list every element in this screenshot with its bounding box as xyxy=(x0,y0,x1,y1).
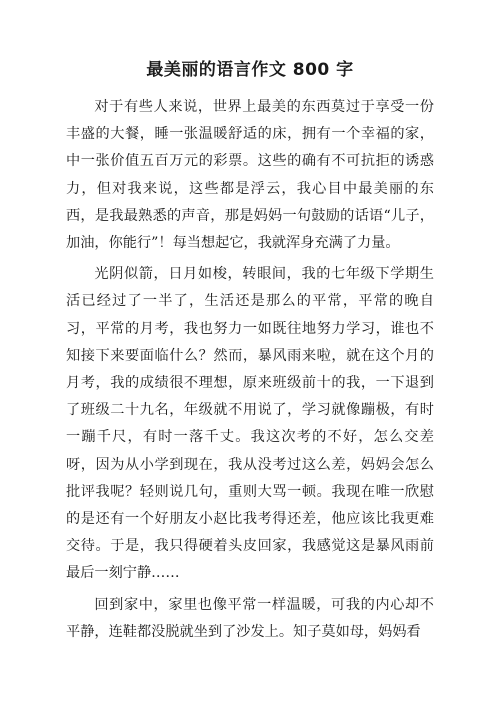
paragraph-2: 光阴似箭，日月如梭，转眼间，我的七年级下学期生活已经过了一半了，生活还是那么的平常，平常的晚自习，平常的月考，我也努力一如既往地努力学习，谁也不知接下来要面临什么？然而，暴风雨来啦，就在这个月的月考，我的成绩很不理想，原来班级前十的我，一下退到了班级二十九名，年级就不用说了，学习就像蹦极，有时一蹦千尺，有时一落千丈。我这次考的不好，怎么交差呀，因为从小学到现在，我从没考过这么差，妈妈会怎么批评我呢？轻则说几句，重则大骂一顿。我现在唯一欣慰的是还有一个好朋友小赵比我考得还差，他应该比我更难交待。于是，我只得硬着头皮回家，我感觉这是暴风雨前最后一刻宁静…… xyxy=(66,266,434,582)
document-title: 最美丽的语言作文 800 字 xyxy=(146,60,354,80)
paragraph-1: 对于有些人来说，世界上最美的东西莫过于享受一份丰盛的大餐，睡一张温暖舒适的床，拥有一个幸福的家，中一张价值五百万元的彩票。这些的确有不可抗拒的诱惑力，但对我来说，这些都是浮云，我心目中最美丽的东西，是我最熟悉的声音，那是妈妈一句鼓励的话语“儿子，加油，你能行”！每当想起它，我就浑身充满了力量。 xyxy=(66,99,434,252)
paragraph-3: 回到家中，家里也像平常一样温暖，可我的内心却不平静，连鞋都没脱就坐到了沙发上。知子莫如母，妈妈看 xyxy=(66,596,434,640)
